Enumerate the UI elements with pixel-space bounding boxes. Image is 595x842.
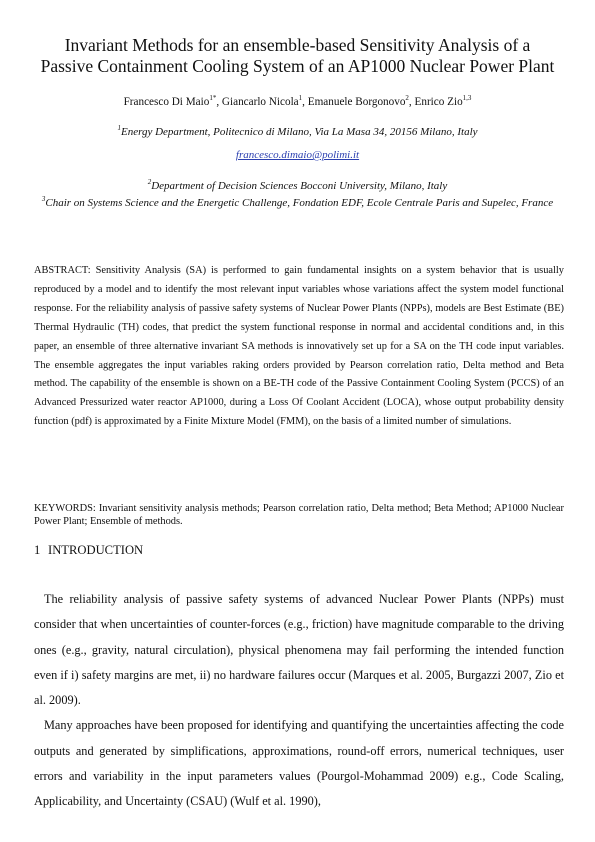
- affiliation-3: [34, 196, 561, 210]
- paper-title: [30, 35, 565, 77]
- section-number: 1: [34, 543, 41, 557]
- keywords: KEYWORDS: Invariant sensitivity analysis methods; Pearson correlation ratio, Delta method; Beta Method; AP1000 Nuclear Power Plant; Ensemble of methods.: [34, 503, 564, 527]
- affiliation-2: [30, 179, 565, 193]
- affiliation-1: [30, 125, 565, 139]
- corresponding-email: [30, 148, 565, 162]
- title-line-2: Passive Containment Cooling System of an AP1000 Nuclear Power Plant: [40, 56, 555, 76]
- affiliation-text: Energy Department, Politecnico di Milano, Via La Masa 34, 20156 Milano, Italy: [120, 126, 478, 138]
- section-heading: [34, 542, 143, 558]
- author-list: Francesco Di Maio$^{1*}$, Giancarlo Nicola$^1$, Emanuele Borgonovo$^2$, Enrico Zio$^{1,3}$: [123, 94, 472, 108]
- author-affiliation-mark: 1*: [209, 94, 217, 102]
- author-affiliation-mark: 1,3: [462, 94, 472, 102]
- title-line-1: Invariant Methods for an ensemble-based Sensitivity Analysis of a: [64, 35, 531, 55]
- author-name: Francesco Di Maio: [123, 96, 210, 108]
- affiliation-text: Chair on Systems Science and the Energetic Challenge, Fondation EDF, Ecole Centrale Paris and Supelec, France: [45, 197, 554, 209]
- email-link[interactable]: francesco.dimaio@polimi.it: [235, 149, 360, 161]
- author-name: Enrico Zio: [414, 96, 463, 108]
- affiliation-text: Department of Decision Sciences Bocconi University, Milano, Italy: [151, 180, 448, 192]
- author-affiliation-mark: 1: [298, 94, 303, 102]
- affiliation-mark: 1: [117, 124, 121, 132]
- section-title: INTRODUCTION: [48, 543, 144, 557]
- affiliation-mark: 3: [41, 195, 46, 203]
- author-name: Giancarlo Nicola: [221, 96, 299, 108]
- paragraph: Many approaches have been proposed for identifying and quantifying the uncertainties affecting the code outputs and generated by simplifications, approximations, round-off errors, numerical techniques, user errors and variability in the input parameters values (Pourgol-Mohammad 2009) e.g., Code Scaling, Applicability, and Uncertainty (CSAU) (Wulf et al. 1990),: [34, 718, 564, 809]
- author-affiliation-mark: 2: [405, 94, 409, 102]
- body-text: [34, 587, 564, 815]
- author-name: Emanuele Borgonovo: [307, 96, 406, 108]
- affiliation-mark: 2: [147, 178, 152, 186]
- paragraph: The reliability analysis of passive safety systems of advanced Nuclear Power Plants (NPPs) must consider that when uncertainties of counter-forces (e.g., friction) have magnitude comparable to the driving ones (e.g., gravity, natural circulation), physical phenomena may fail performing the intended function even if i) safety margins are met, ii) no hardware failures occur (Marques et al. 2005, Burgazzi 2007, Zio et al. 2009).: [34, 592, 564, 708]
- abstract: ABSTRACT: Sensitivity Analysis (SA) is performed to gain fundamental insights on a system behavior that is usually reproduced by a model and to identify the most relevant input variables whose variations affect the system model functional response. For the reliability analysis of passive safety systems of Nuclear Power Plants (NPPs), models are Best Estimate (BE) Thermal Hydraulic (TH) codes, that predict the system functional response in normal and accidental conditions and, in this paper, an ensemble of three alternative invariant SA methods is innovatively set up for a SA on the TH code input variables. The ensemble aggregates the input variables raking orders provided by Pearson correlation ratio, Delta method and Beta method. The capability of the ensemble is shown on a BE-TH code of the Passive Containment Cooling System (PCCS) of an Advanced Pressurized water reactor AP1000, during a Loss Of Coolant Accident (LOCA), whose output probability density function (pdf) is approximated by a Finite Mixture Model (FMM), on the basis of a limited number of simulations.: [34, 265, 564, 428]
